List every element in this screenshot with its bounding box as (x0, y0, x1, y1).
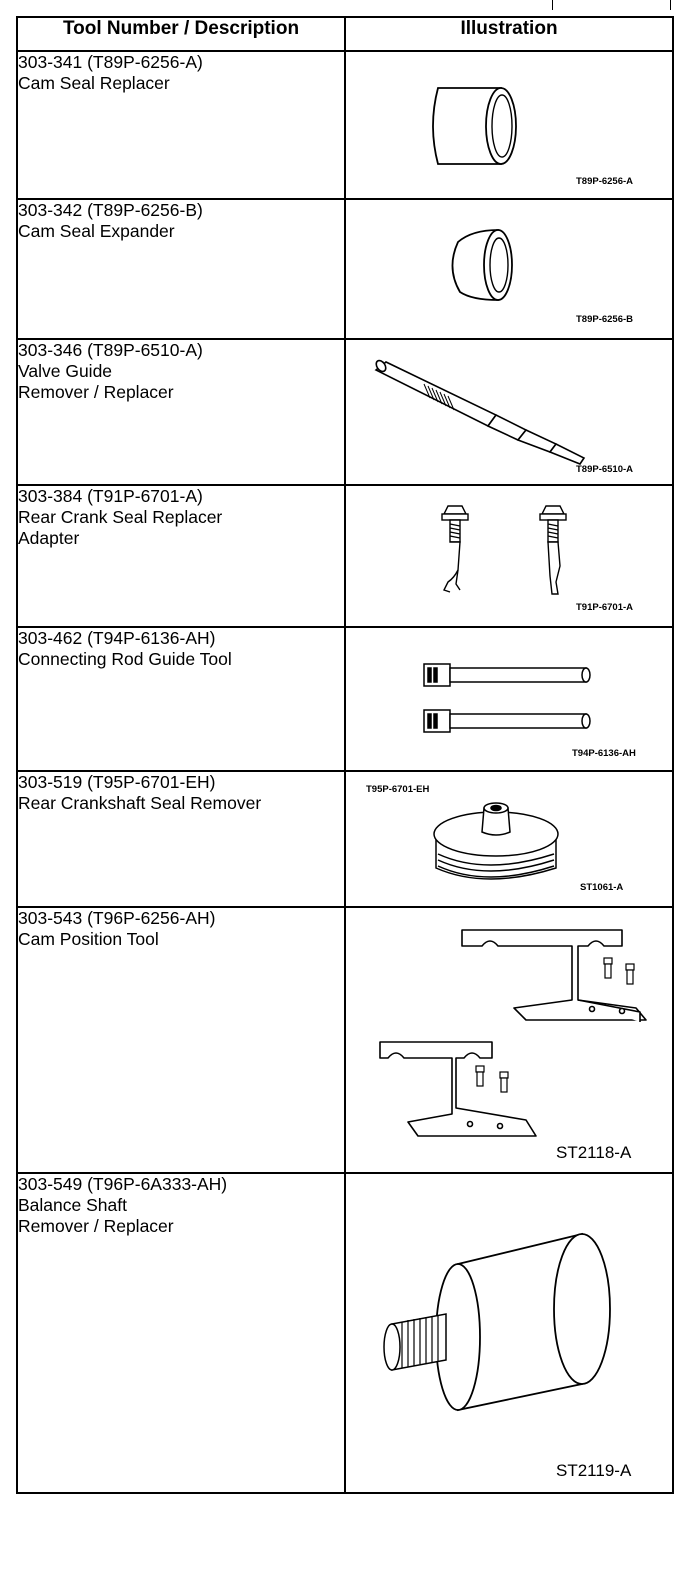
cam-seal-expander-icon (346, 200, 672, 338)
page-corner-mark-left (552, 0, 559, 10)
illustration-code: T94P-6136-AH (572, 748, 636, 759)
tool-description-cell (17, 771, 345, 907)
tool-illustration-cell (345, 51, 673, 199)
page-corner-mark-right (664, 0, 671, 10)
tool-illustration-cell (345, 771, 673, 907)
table-row (17, 199, 673, 339)
tool-description: Rear Crank Seal Replacer (18, 507, 223, 527)
tool-description: Cam Position Tool (18, 929, 159, 949)
header-tool-number-description: Tool Number / Description (17, 17, 345, 51)
tool-number: 303-519 (T95P-6701-EH) (18, 772, 216, 792)
illustration-code-secondary: ST1061-A (580, 882, 624, 893)
tool-description-cell (17, 627, 345, 771)
tool-description-cell (17, 199, 345, 339)
tool-description-cell (17, 485, 345, 627)
tool-illustration-cell (345, 1173, 673, 1493)
illustration-code: ST2118-A (556, 1143, 632, 1162)
tool-description-cell (17, 51, 345, 199)
illustration-code: T95P-6701-EH (366, 784, 430, 795)
table-row (17, 51, 673, 199)
tool-number: 303-543 (T96P-6256-AH) (18, 908, 216, 928)
tool-description: Cam Seal Replacer (18, 73, 170, 93)
rod-guide-tool-icon (346, 628, 672, 770)
tool-illustration-cell (345, 199, 673, 339)
tool-description: Remover / Replacer (18, 382, 174, 402)
tool-description: Balance Shaft (18, 1195, 127, 1215)
tool-number: 303-346 (T89P-6510-A) (18, 340, 203, 360)
tool-illustration-cell (345, 485, 673, 627)
tool-number: 303-462 (T94P-6136-AH) (18, 628, 216, 648)
cam-position-tool-icon (346, 908, 672, 1172)
illustration-code: T89P-6256-A (576, 176, 634, 187)
tool-illustration-cell (345, 907, 673, 1173)
tool-description: Remover / Replacer (18, 1216, 174, 1236)
tool-number: 303-549 (T96P-6A333-AH) (18, 1174, 228, 1194)
tool-description: Rear Crankshaft Seal Remover (18, 793, 262, 813)
tool-illustration-cell (345, 339, 673, 485)
tool-description: Valve Guide (18, 361, 113, 381)
table-row (17, 627, 673, 771)
table-row (17, 339, 673, 485)
table-row (17, 485, 673, 627)
tool-description-cell (17, 339, 345, 485)
table-row (17, 1173, 673, 1493)
illustration-code: ST2119-A (556, 1461, 632, 1480)
table-row (17, 771, 673, 907)
table-header-row (17, 17, 673, 51)
crankshaft-seal-remover-icon (346, 772, 672, 906)
table-row (17, 907, 673, 1173)
cam-seal-replacer-icon (346, 52, 672, 198)
tool-description-cell (17, 1173, 345, 1493)
tool-number: 303-341 (T89P-6256-A) (18, 52, 203, 72)
special-tools-table (16, 16, 674, 1494)
crank-seal-adapter-icon (346, 486, 672, 626)
illustration-code: T91P-6701-A (576, 602, 634, 613)
tool-description: Adapter (18, 528, 80, 548)
tool-description-cell (17, 907, 345, 1173)
valve-guide-tool-icon (346, 340, 672, 484)
tool-description: Cam Seal Expander (18, 221, 175, 241)
header-illustration: Illustration (345, 17, 673, 51)
tool-description: Connecting Rod Guide Tool (18, 649, 232, 669)
tool-number: 303-384 (T91P-6701-A) (18, 486, 203, 506)
balance-shaft-tool-icon (346, 1174, 672, 1492)
illustration-code: T89P-6256-B (576, 314, 634, 325)
tool-illustration-cell (345, 627, 673, 771)
illustration-code: T89P-6510-A (576, 464, 634, 475)
tool-number: 303-342 (T89P-6256-B) (18, 200, 203, 220)
